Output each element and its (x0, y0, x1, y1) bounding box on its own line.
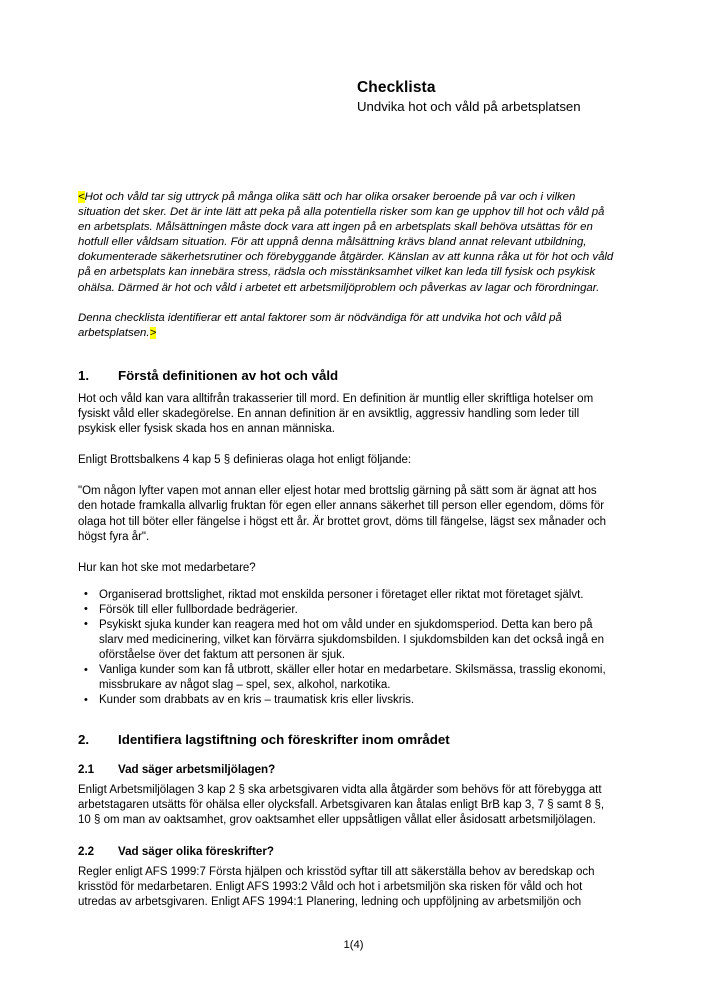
page-footer (0, 938, 707, 952)
document-header (357, 78, 657, 115)
spacer (78, 384, 614, 392)
subsection-number-2-1: 2.1 (78, 762, 95, 776)
spacer (78, 748, 614, 762)
subsection-title-2-1: Vad säger arbetsmiljölagen? (118, 762, 276, 776)
subsection-heading-2-2 (78, 844, 614, 859)
spacer (78, 576, 614, 588)
intro-paragraph-2-text: Denna checklista identifierar ett antal faktorer som är nödvändiga för att undvika hot och våld på arbetsplatsen. (78, 311, 562, 339)
section-heading-2 (78, 731, 614, 748)
highlight-open-marker: < (78, 191, 85, 203)
page-title: Checklista (357, 79, 436, 96)
intro-paragraph-2 (78, 311, 614, 341)
intro-spacer (78, 296, 614, 311)
list-item: • Kunder som drabbats av en kris – traumatisk kris eller livskris. (78, 693, 614, 708)
subsection-2-1-paragraph: Enligt Arbetsmiljölagen 3 kap 2 § ska arbetsgivaren vidta alla åtgärder som behövs för att förebygga att arbetstagaren utsätts för ohälsa eller olycksfall. Arbetsgivaren kan åtalas enligt BrB kap 3, 7 § samt 8 §, 10 § om man av oaktsamhet, grov oaktsamhet eller uppsåtligen vållat eller åsidosatt arbetsmiljölagen. (78, 783, 605, 826)
section-title-1: Förstå definitionen av hot och våld (118, 367, 339, 383)
subsection-heading-2-1 (78, 762, 614, 777)
spacer (78, 545, 614, 561)
list-item: • Psykiskt sjuka kunder kan reagera med hot om våld under en sjukdomsperiod. Detta kan bero på slarv med medicinering, vilket kan förvärra sjukdomsbilden. I sjukdomsbilden kan det också ingå en oförståelse över det faktum att personen är sjuk. (78, 618, 614, 663)
section-number-2: 2. (78, 731, 90, 747)
spacer (78, 341, 614, 367)
section-title-2: Identifiera lagstiftning och föreskrifter inom området (118, 731, 450, 747)
section-1-bullet-list (78, 588, 614, 709)
subsection-number-2-2: 2.2 (78, 844, 95, 858)
section-1-paragraph-1: Hot och våld kan vara alltifrån trakasserier till mord. En definition är muntlig eller skriftliga hotelser om fysiskt våld eller skadegörelse. En annan definition är en avsiktlig, aggressiv handling som leder till psykisk eller fysisk skada hos en annan människa. (78, 392, 594, 436)
list-item: • Försök till eller fullbordade bedrägerier. (78, 603, 614, 618)
section-1-paragraph-2: Enligt Brottsbalkens 4 kap 5 § definieras olaga hot enligt följande: (78, 454, 412, 467)
spacer (78, 468, 614, 484)
spacer (78, 828, 614, 844)
spacer (78, 709, 614, 731)
list-item: • Organiserad brottslighet, riktad mot enskilda personer i företaget eller riktat mot företaget självt. (78, 588, 614, 603)
subsection-title-2-2: Vad säger olika föreskrifter? (118, 844, 274, 858)
intro-block (78, 190, 614, 341)
intro-paragraph-1 (78, 190, 614, 296)
section-number-1: 1. (78, 367, 90, 383)
page-subtitle: Undvika hot och våld på arbetsplatsen (357, 99, 581, 114)
list-item: • Vanliga kunder som kan få utbrott, skäller eller hotar en medarbetare. Skilsmässa, trasslig ekonomi, missbrukare av något slag – spel, sex, alkohol, narkotika. (78, 663, 614, 693)
section-1-question: Hur kan hot ske mot medarbetare? (78, 561, 256, 574)
subsection-2-2-paragraph: Regler enligt AFS 1999:7 Första hjälpen och krisstöd syftar till att säkerställa behov av beredskap och krisstöd för medarbetaren. Enligt AFS 1993:2 Våld och hot i arbetsmiljön ska risken för våld och hot utredas av arbetsgivaren. Enligt AFS 1994:1 Planering, ledning och uppföljning av arbetsmiljön och (78, 865, 595, 908)
intro-paragraph-1-text: Hot och våld tar sig uttryck på många olika sätt och har olika orsaker beroende på var och i vilken situation det sker. Det är inte lätt att peka på alla potentiella risker som kan ge upphov till hot och våld på en arbetsplats. Målsättningen måste dock vara att ingen på en arbetsplats skall behöva utsättas för en hotfull eller våldsam situation. För att uppnå denna målsättning krävs bland annat relevant utbildning, dokumenterade säkerhetsrutiner och förebyggande åtgärder. Känslan av att kunna råka ut för hot och våld på en arbetsplats kan innebära stress, rädsla och misstänksamhet vilket kan leda till fysisk och psykisk ohälsa. Därmed är hot och våld i arbetet ett arbetsmiljöproblem och påverkas av lagar och förordningar. (78, 191, 614, 294)
section-heading-1 (78, 367, 614, 384)
section-1-quote: "Om någon lyfter vapen mot annan eller eljest hotar med brottslig gärning på sätt som är ägnat att hos den hotade framkalla allvarlig fruktan för egen eller annans säkerhet till person eller egendom, döms för olaga hot till böter eller fängelse i högst ett år. Är brottet grovt, döms till fängelse, lägst sex månader och högst fyra år". (78, 485, 607, 543)
highlight-close-marker: > (149, 326, 157, 339)
page-number: 1(4) (343, 939, 364, 951)
spacer (78, 437, 614, 453)
document-body (78, 190, 614, 910)
